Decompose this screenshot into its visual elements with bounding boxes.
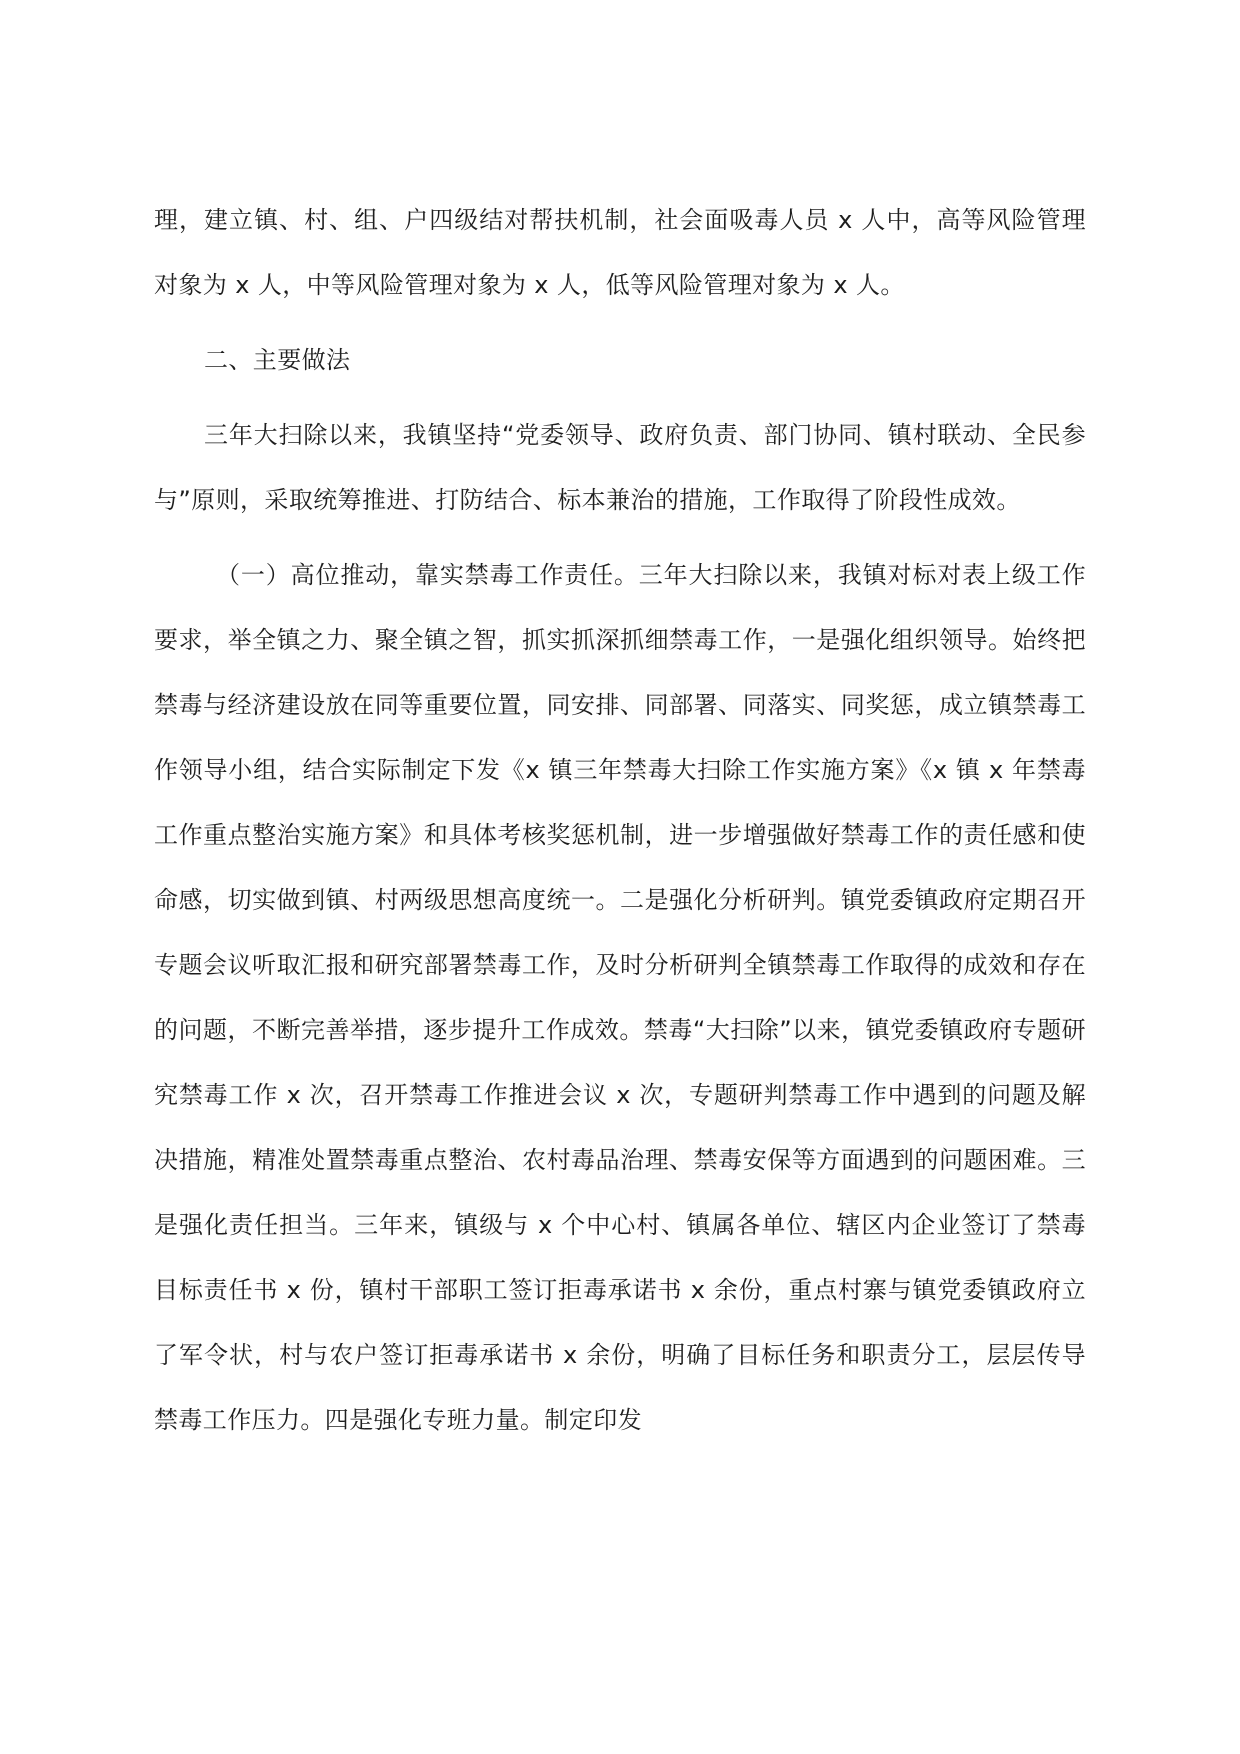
section-heading: 二、主要做法 bbox=[204, 346, 351, 374]
paragraph-intro: 三年大扫除以来，我镇坚持“党委领导、政府负责、部门协同、镇村联动、全民参与”原则，采取统筹推进、打防结合、标本兼治的措施，工作取得了阶段性成效。 bbox=[154, 421, 1086, 514]
paragraph-continued: 理，建立镇、村、组、户四级结对帮扶机制，社会面吸毒人员 x 人中，高等风险管理对象为 x 人，中等风险管理对象为 x 人，低等风险管理对象为 x 人。 bbox=[154, 206, 1086, 299]
document-body bbox=[154, 188, 1086, 1453]
paragraph-subsection-one: （一）高位推动，靠实禁毒工作责任。三年大扫除以来，我镇对标对表上级工作要求，举全镇之力、聚全镇之智，抓实抓深抓细禁毒工作，一是强化组织领导。始终把禁毒与经济建设放在同等重要位置，同安排、同部署、同落实、同奖惩，成立镇禁毒工作领导小组，结合实际制定下发《x 镇三年禁毒大扫除工作实施方案》《x 镇 x 年禁毒工作重点整治实施方案》和具体考核奖惩机制，进一步增强做好禁毒工作的责任感和使命感，切实做到镇、村两级思想高度统一。二是强化分析研判。镇党委镇政府定期召开专题会议听取汇报和研究部署禁毒工作，及时分析研判全镇禁毒工作取得的成效和存在的问题，不断完善举措，逐步提升工作成效。禁毒“大扫除”以来，镇党委镇政府专题研究禁毒工作 x 次，召开禁毒工作推进会议 x 次，专题研判禁毒工作中遇到的问题及解决措施，精准处置禁毒重点整治、农村毒品治理、禁毒安保等方面遇到的问题困难。三是强化责任担当。三年来，镇级与 x 个中心村、镇属各单位、辖区内企业签订了禁毒目标责任书 x 份，镇村干部职工签订拒毒承诺书 x 余份，重点村寨与镇党委镇政府立了军令状，村与农户签订拒毒承诺书 x 余份，明确了目标任务和职责分工，层层传导禁毒工作压力。四是强化专班力量。制定印发 bbox=[154, 561, 1086, 1434]
